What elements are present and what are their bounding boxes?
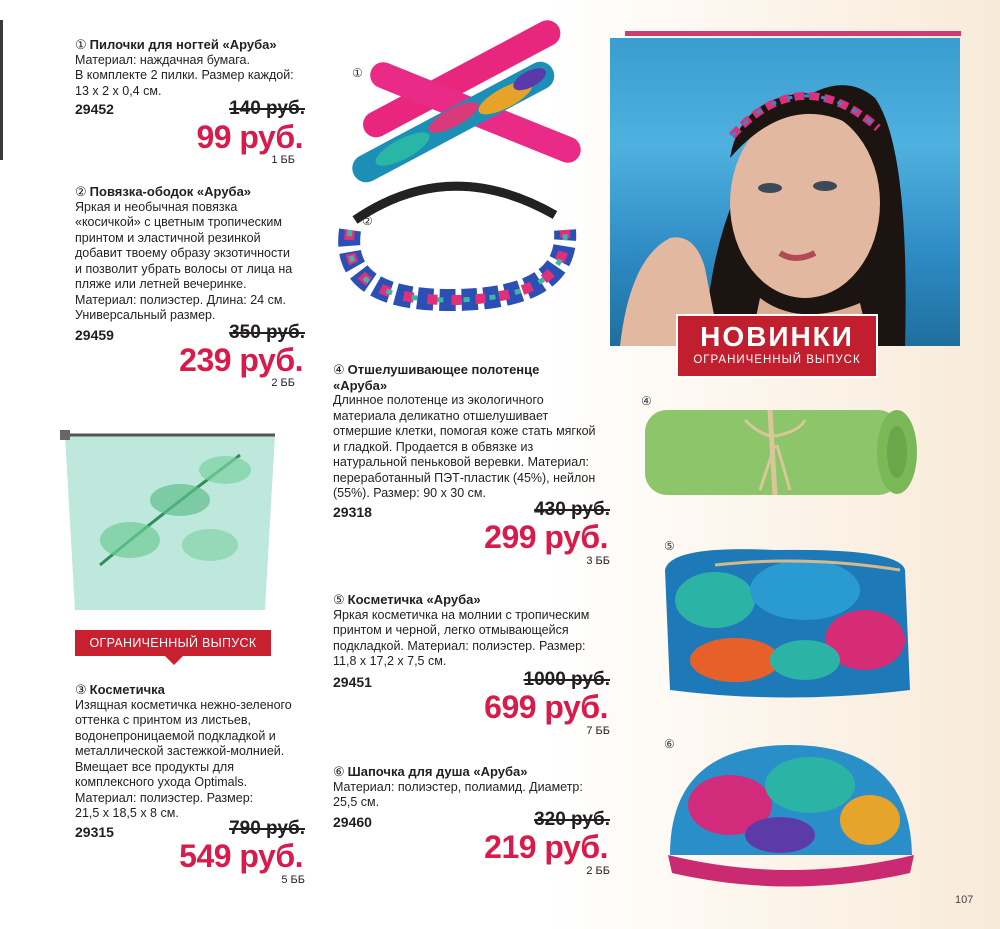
product-2-old-price: 350 руб. [229,322,305,343]
product-6-text [333,764,623,811]
product-3-title [75,682,325,698]
product-1-old-price: 140 руб. [229,98,305,119]
product-4-new-price: 299 руб. [484,519,608,555]
product-3-code: 29315 [75,824,114,840]
product-6-description: Материал: полиэстер, полиамид. Диаметр: 25,5 см. [333,779,583,809]
product-2-description: Яркая и необычная повязка «косичкой» с цветным тропическим принтом и эластичной резинкой добавит твоему образу экзотичности и позволит убрать волосы от лица на пляже или летней вечеринке. Материал: полиэстер. Длина: 24 см. Универсальный размер. [75,199,293,322]
product-4-title-text: Отшелушивающее полотенце «Аруба» [333,362,540,393]
limited-edition-banner-text: ОГРАНИЧЕННЫЙ ВЫПУСК [89,636,257,650]
product-6-code: 29460 [333,814,372,830]
product-5-new-price: 699 руб. [484,689,608,725]
product-1-title-text: Пилочки для ногтей «Аруба» [89,37,277,52]
product-6-title [333,764,623,780]
image-marker-2: ② [362,214,373,228]
product-5-text [333,592,623,670]
product-1-number: ① [75,37,87,52]
towel-image [635,390,925,510]
product-5-old-price: 1000 руб. [523,669,610,690]
new-items-badge-subtitle: ОГРАНИЧЕННЫЙ ВЫПУСК [693,354,861,366]
product-4-old-price: 430 руб. [534,499,610,520]
new-items-badge [676,314,878,378]
model-illustration [610,38,960,346]
product-1-code: 29452 [75,101,114,117]
product-4-title [333,362,623,393]
product-3-points: 5 ББ [281,874,305,886]
product-6-number: ⑥ [333,764,345,779]
product-2-new-price: 239 руб. [179,342,303,378]
product-5-description: Яркая косметичка на молнии с тропическим принтом и черной, легко отмывающейся подкладкой. Материал: полиэстер. Размер: 11,8 х 17,2 х 7,5 см. [333,607,590,668]
new-items-badge-title: НОВИНКИ [700,321,854,352]
product-3-text [75,682,325,822]
product-6-title-text: Шапочка для душа «Аруба» [347,764,528,779]
product-5-number: ⑤ [333,592,345,607]
limited-edition-banner [75,630,271,656]
product-4-code: 29318 [333,504,372,520]
product-1-text [75,37,325,99]
aruba-cosmetic-bag-image [655,540,920,705]
product-5-code: 29451 [333,674,372,690]
image-marker-6: ⑥ [664,737,675,751]
product-2-title [75,184,325,200]
product-1-points: 1 ББ [271,154,295,166]
product-4-description: Длинное полотенце из экологичного материала деликатно отшелушивает отмершие клетки, помогая коже стать мягкой и гладкой. Продается в обвязке из натуральной пеньковой веревки. Материал: переработанный ПЭТ-пластик (45%), нейлон (55%). Размер: 90 х 30 см. [333,393,596,500]
product-2-points: 2 ББ [271,377,295,389]
model-photo [610,38,960,346]
product-4-points: 3 ББ [586,555,610,567]
green-cosmetic-bag-image [60,425,285,620]
product-3-title-text: Косметичка [89,682,165,697]
product-3-description: Изящная косметичка нежно-зеленого оттенка с принтом из листьев, водонепроницаемой подкладкой и металлической застежкой-молнией. Вмещает все продукты для комплексного ухода Optimals. Материал: полиэстер. Размер: 21,5 х 18,5 х 8 см. [75,697,292,820]
product-4-text [333,362,623,502]
product-1-new-price: 99 руб. [196,119,303,155]
product-2-title-text: Повязка-ободок «Аруба» [89,184,252,199]
product-3-new-price: 549 руб. [179,838,303,874]
product-3-number: ③ [75,682,87,697]
product-4-number: ④ [333,362,345,377]
product-2-code: 29459 [75,327,114,343]
product-2-text [75,184,325,324]
page-number: 107 [955,894,974,906]
banner-tail [165,656,183,665]
image-marker-5: ⑤ [664,539,675,553]
nail-files-image [335,25,595,155]
product-6-new-price: 219 руб. [484,829,608,865]
product-3-old-price: 790 руб. [229,818,305,839]
photo-frame-accent [625,31,961,36]
product-5-title-text: Косметичка «Аруба» [347,592,481,607]
product-6-points: 2 ББ [586,865,610,877]
product-1-title [75,37,325,53]
shower-cap-image [660,735,925,895]
page-edge [0,20,3,160]
image-marker-1: ① [352,66,363,80]
image-marker-4: ④ [641,394,652,408]
product-1-description: Материал: наждачная бумага. В комплекте 2 пилки. Размер каждой: 13 х 2 х 0,4 см. [75,52,294,98]
product-6-old-price: 320 руб. [534,809,610,830]
product-2-number: ② [75,184,87,199]
headband-image [330,160,590,320]
product-5-title [333,592,623,608]
product-5-points: 7 ББ [586,725,610,737]
